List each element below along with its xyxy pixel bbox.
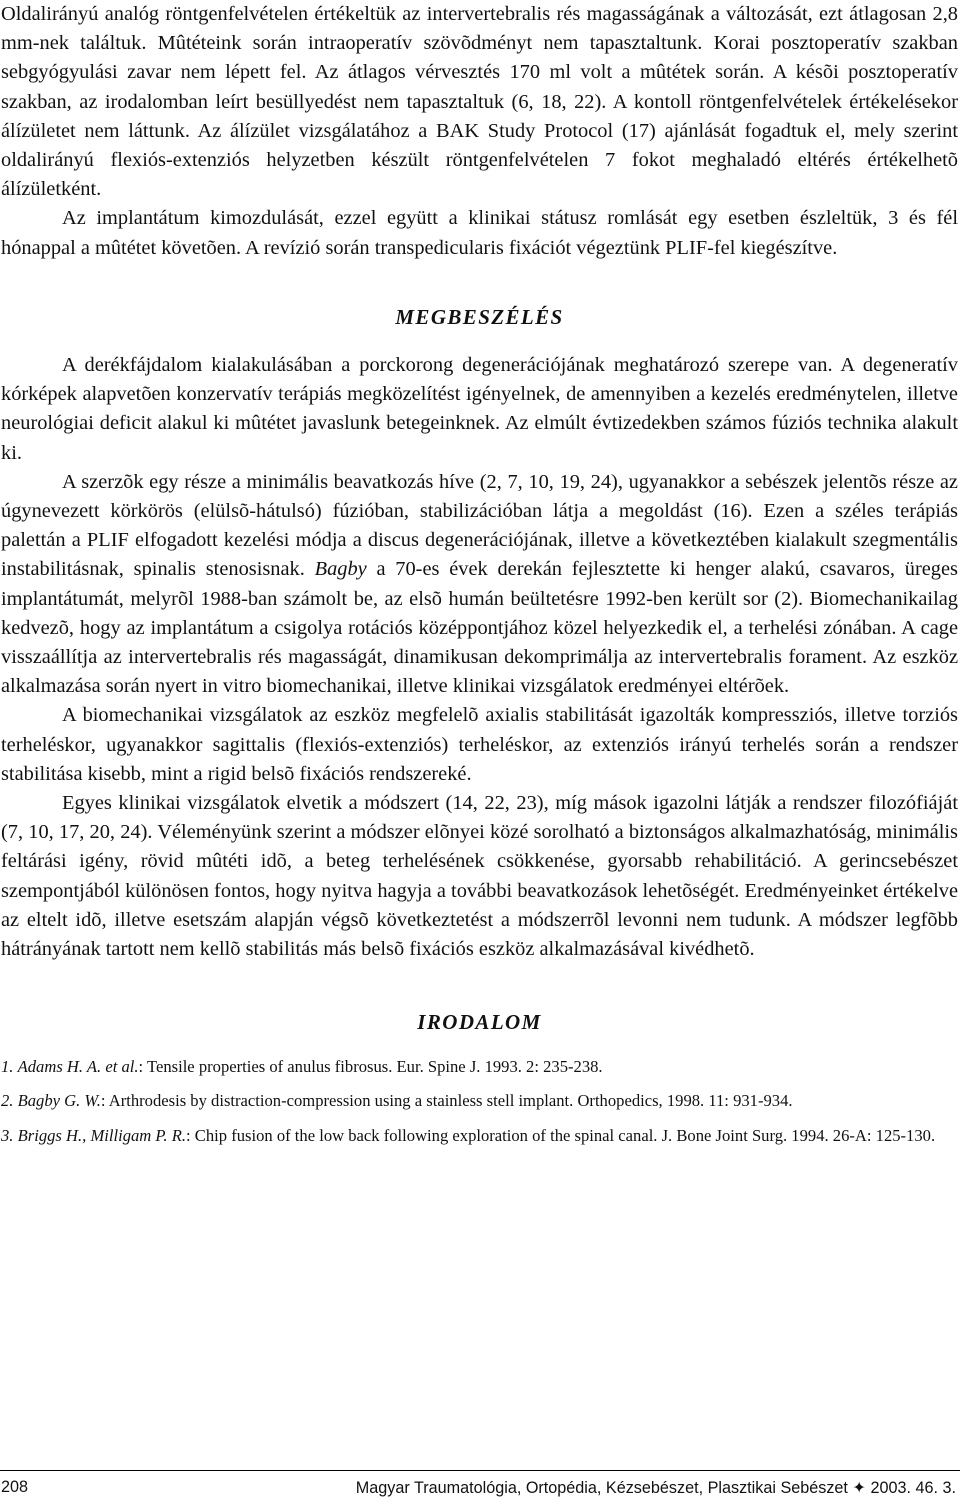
reference-number: 1. bbox=[1, 1056, 14, 1076]
page-number: 208 bbox=[1, 1478, 29, 1496]
reference-authors: Briggs H., Milligam P. R. bbox=[17, 1125, 187, 1145]
author-name-bagby: Bagby bbox=[314, 558, 367, 581]
results-paragraph-1: Oldalirányú analóg röntgenfelvételen értékeltük az intervertebralis rés magasságának a változását, ezt átlagosan 2,8 mm-nek találtuk. Mûtéteink során intraoperatív szövõdményt nem tapasztaltunk. Korai posztoperatív szakban sebgyógyulási zavar nem lépett fel. Az átlagos vérvesztés 170 ml volt a mûtétek során. A késõi posztoperatív szakban, az irodalomban leírt besüllyedést nem tapasztaltuk (6, 18, 22). A kontoll röntgenfelvételek értékelésekor álízületet nem láttunk. Az álízület vizsgálatához a BAK Study Protocol (17) ajánlását fogadtuk el, mely szerint oldalirányú flexiós-extenziós helyzetben készült röntgenfelvételen 7 fokot meghaladó eltérés értékelhetõ álízületként. bbox=[1, 3, 958, 201]
reference-text: : Tensile properties of anulus fibrosus. Eur. Spine J. 1993. 2: 235-238. bbox=[138, 1056, 603, 1076]
article-body bbox=[1, 0, 958, 1157]
reference-authors: Adams H. A. et al. bbox=[17, 1056, 139, 1076]
discussion-paragraph-2 bbox=[1, 468, 958, 702]
reference-item bbox=[1, 1054, 958, 1080]
reference-number: 3. bbox=[1, 1125, 14, 1145]
reference-item bbox=[1, 1088, 958, 1114]
reference-text: : Chip fusion of the low back following exploration of the spinal canal. J. Bone Joint Surg. 1994. 26-A: 125-130. bbox=[186, 1125, 936, 1145]
discussion-paragraph-2-part-a: A szerzõk egy része a minimális beavatkozás híve (2, 7, 10, 19, 24), ugyanakkor a sebészek jelentõs része az úgynevezett körkörös (elülsõ-hátulsó) fúzióban, stabilizációban látja a megoldást (16). Ezen a széles terápiás palettán a PLIF elfogadott kezelési módja a discus degenerációjának, illetve a következtében kialakult szegmentális instabilitásnak, spinalis stenosisnak. bbox=[1, 470, 958, 581]
reference-text: : Arthrodesis by distraction-compression using a stainless stell implant. Orthopedics, 1998. 11: 931-934. bbox=[100, 1091, 793, 1110]
footer-divider bbox=[0, 1470, 960, 1471]
page-footer bbox=[0, 1478, 958, 1500]
reference-authors: Bagby G. W. bbox=[17, 1091, 101, 1110]
reference-number: 2. bbox=[1, 1091, 14, 1110]
references-heading: IRODALOM bbox=[417, 1010, 542, 1035]
reference-item bbox=[1, 1123, 958, 1149]
discussion-paragraph-2-part-b: a 70-es évek derekán fejlesztette ki henger alakú, csavaros, üreges implantátumát, melyrõl 1988-ban számolt be, az elsõ humán beültetésre 1992-ben került sor (2). Biomechanikailag kedvezõ, hogy az implantátum a csigolya rotációs középpontjához közel helyezkedik el, a terhelési zónában. A cage visszaállítja az intervertebralis rés magasságát, dinamikusan dekomprimálja az intervertebralis forament. Az eszköz alkalmazása során nyert in vitro biomechanikai, illetve klinikai vizsgálatok eredményei eltérõek. bbox=[1, 558, 958, 698]
discussion-paragraph-3: A biomechanikai vizsgálatok az eszköz megfelelõ axialis stabilitását igazolták kompressziós, illetve torziós terheléskor, ugyanakkor sagittalis (flexiós-extenziós) terheléskor, az extenziós irányú terhelés során a rendszer stabilitása kisebb, mint a rigid belsõ fixációs rendszereké. bbox=[1, 704, 958, 785]
discussion-heading: MEGBESZÉLÉS bbox=[395, 304, 564, 329]
results-paragraph-2: Az implantátum kimozdulását, ezzel együtt a klinikai státusz romlását egy esetben észleltük, 3 és fél hónappal a mûtétet követõen. A revízió során transpedicularis fixációt végeztünk PLIF-fel kiegészítve. bbox=[1, 207, 958, 259]
journal-title: Magyar Traumatológia, Ortopédia, Kézsebészet, Plasztikai Sebészet ✦ 2003. 46. 3. bbox=[355, 1479, 956, 1497]
reference-list bbox=[1, 1054, 958, 1149]
discussion-paragraph-1: A derékfájdalom kialakulásában a porckorong degenerációjának meghatározó szerepe van. A degeneratív kórképek alapvetõen konzervatív terápiás megközelítést igényelnek, de amennyiben a kezelés eredménytelen, illetve neurológiai deficit alakul ki mûtétet javaslunk betegeinknek. Az elmúlt évtizedekben számos fúziós technika alakult ki. bbox=[1, 354, 958, 464]
discussion-paragraph-4: Egyes klinikai vizsgálatok elvetik a módszert (14, 22, 23), míg mások igazolni látják a rendszer filozófiáját (7, 10, 17, 20, 24). Véleményünk szerint a módszer elõnyei közé sorolható a biztonságos alkalmazhatóság, minimális feltárási igény, rövid mûtéti idõ, a beteg terhelésének csökkenése, gyorsabb rehabilitáció. A gerincsebészet szempontjából különösen fontos, hogy nyitva hagyja a további beavatkozások lehetõségét. Eredményeinket értékelve az eltelt idõ, illetve esetszám alapján végsõ következtetést a módszerrõl levonni nem tudunk. A módszer legfõbb hátrányának tartott nem kellõ stabilitás más belsõ fixációs eszköz alkalmazásával kivédhetõ. bbox=[1, 792, 958, 961]
